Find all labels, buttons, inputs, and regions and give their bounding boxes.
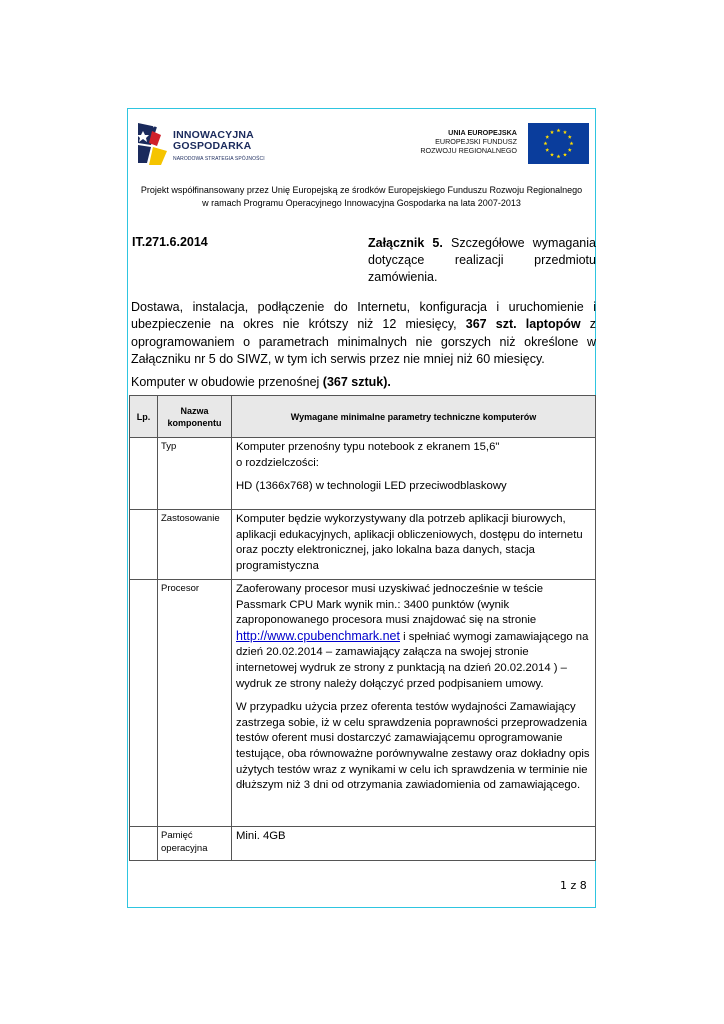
row-param-text: o rozdzielczości:: [236, 456, 319, 469]
page-header: [133, 118, 593, 168]
row-lp: [130, 580, 158, 827]
eu-label-line1: UNIA EUROPEJSKA: [448, 128, 517, 137]
spec-table: [129, 395, 596, 861]
eu-label-line2: EUROPEJSKI FUNDUSZ: [435, 137, 517, 146]
logo-title-line2: GOSPODARKA: [173, 140, 252, 152]
intro-part1: Dostawa, instalacja, podłączenie do Internetu, konfiguracja i uruchomienie i ubezpieczenie na okres nie krótszy niż 12 miesięcy,: [131, 300, 596, 332]
subtitle-text: Komputer w obudowie przenośnej: [131, 375, 323, 389]
row-lp: [130, 827, 158, 861]
eu-star-icon: [568, 148, 572, 152]
row-params: [232, 580, 596, 827]
logo-title-line1: INNOWACYJNA: [173, 129, 254, 141]
cpubenchmark-link[interactable]: http://www.cpubenchmark.net: [236, 628, 400, 643]
row-name: Procesor: [158, 580, 232, 827]
eu-star-icon: [568, 135, 572, 139]
intro-part2: z oprogramowaniem o parametrach minimalnych nie gorszych niż określone w Załączniku nr 5 do SIWZ, w tym ich serwis przez nie mniej niż 60 miesięcy.: [131, 317, 596, 366]
table-row: [130, 580, 596, 827]
eu-star-icon: [545, 148, 549, 152]
table-row: [130, 827, 596, 861]
eu-star-icon: [570, 141, 574, 145]
annex-label: Załącznik 5.: [368, 236, 443, 250]
reference-number: IT.271.6.2014: [132, 235, 208, 249]
intro-quantity: 367 szt. laptopów: [465, 317, 581, 332]
header-params: Wymagane minimalne parametry techniczne komputerów: [232, 396, 596, 438]
section-subtitle: [131, 375, 391, 389]
eu-flag-icon: [528, 123, 589, 164]
annex-title: [368, 235, 596, 286]
table-row: [130, 438, 596, 510]
eu-star-icon: [563, 153, 567, 157]
header-lp: Lp.: [130, 396, 158, 438]
innowacyjna-gospodarka-emblem-icon: [135, 121, 171, 166]
eu-star-icon: [563, 130, 567, 134]
table-row: [130, 510, 596, 580]
row-params: [232, 510, 596, 580]
row-lp: [130, 510, 158, 580]
row-param-text: Komputer będzie wykorzystywany dla potrzeb aplikacji biurowych, aplikacji edukacyjnych, aplikacji obliczeniowych, dostępu do internetu oraz poczty elektronicznej, jako lokalna baza danych, stacja programistyczna: [236, 513, 583, 572]
cofinancing-line2: w ramach Programu Operacyjnego Innowacyjna Gospodarka na lata 2007-2013: [202, 198, 521, 208]
row-param-part: Zaoferowany procesor musi uzyskiwać jednocześnie w teście Passmark CPU Mark wynik min.: 3400 punktów (wynik zaproponowanego procesora musi znajdować się na stronie: [236, 583, 544, 627]
header-component: Nazwa komponentu: [158, 396, 232, 438]
row-params: [232, 827, 596, 861]
cofinancing-note: [127, 184, 596, 210]
eu-star-icon: [557, 128, 561, 132]
eu-label: [420, 128, 517, 155]
row-lp: [130, 438, 158, 510]
logo-subtitle: NARODOWA STRATEGIA SPÓJNOŚCI: [173, 156, 265, 162]
eu-star-icon: [557, 154, 561, 158]
row-param-text: [236, 582, 591, 692]
page-number: 1 z 8: [560, 879, 587, 892]
eu-star-icon: [545, 135, 549, 139]
row-name: Pamięć operacyjna: [158, 827, 232, 861]
logo-title: [173, 130, 254, 152]
intro-paragraph: [131, 299, 596, 368]
eu-star-icon: [550, 153, 554, 157]
row-param-text: Komputer przenośny typu notebook z ekranem 15,6": [236, 441, 500, 453]
eu-star-icon: [550, 130, 554, 134]
table-header-row: [130, 396, 596, 438]
row-name: Typ: [158, 438, 232, 510]
innowacyjna-gospodarka-logo: [135, 121, 275, 166]
row-param-text: W przypadku użycia przez oferenta testów wydajności Zamawiający zastrzega sobie, iż w celu sprawdzenia poprawności przeprowadzenia testów oferent musi dostarczyć zamawiającemu oprogramowanie testujące, oba równoważne porównywalne zestawy oraz dokładny opis użytych testów wraz z wynikami w celu ich sprawdzenia w terminie nie dłuższym niż 3 dni od otrzymania zawiadomienia od zamawiającego.: [236, 701, 590, 792]
row-name: Zastosowanie: [158, 510, 232, 580]
cofinancing-line1: Projekt współfinansowany przez Unię Europejską ze środków Europejskiego Funduszu Rozwoju Regionalnego: [140, 185, 583, 195]
row-param-text: HD (1366x768) w technologii LED przeciwodblaskowy: [236, 480, 507, 493]
subtitle-quantity: (367 sztuk).: [322, 375, 391, 389]
eu-star-icon: [544, 141, 548, 145]
row-params: [232, 438, 596, 510]
row-param-part: i spełniać wymogi zamawiającego na dzień 20.02.2014 – zamawiający załącza na swojej stronie internetowej wydruk ze strony z punktacją na dzień 20.02.2014 ) – wydruk ze strony należy dołączyć przed podpisaniem umowy.: [236, 630, 589, 690]
row-param-text: Mini. 4GB: [236, 830, 286, 842]
eu-label-line3: ROZWOJU REGIONALNEGO: [420, 146, 517, 155]
annex-text: Szczegółowe wymagania dotyczące realizacji przedmiotu zamówienia.: [368, 236, 596, 284]
